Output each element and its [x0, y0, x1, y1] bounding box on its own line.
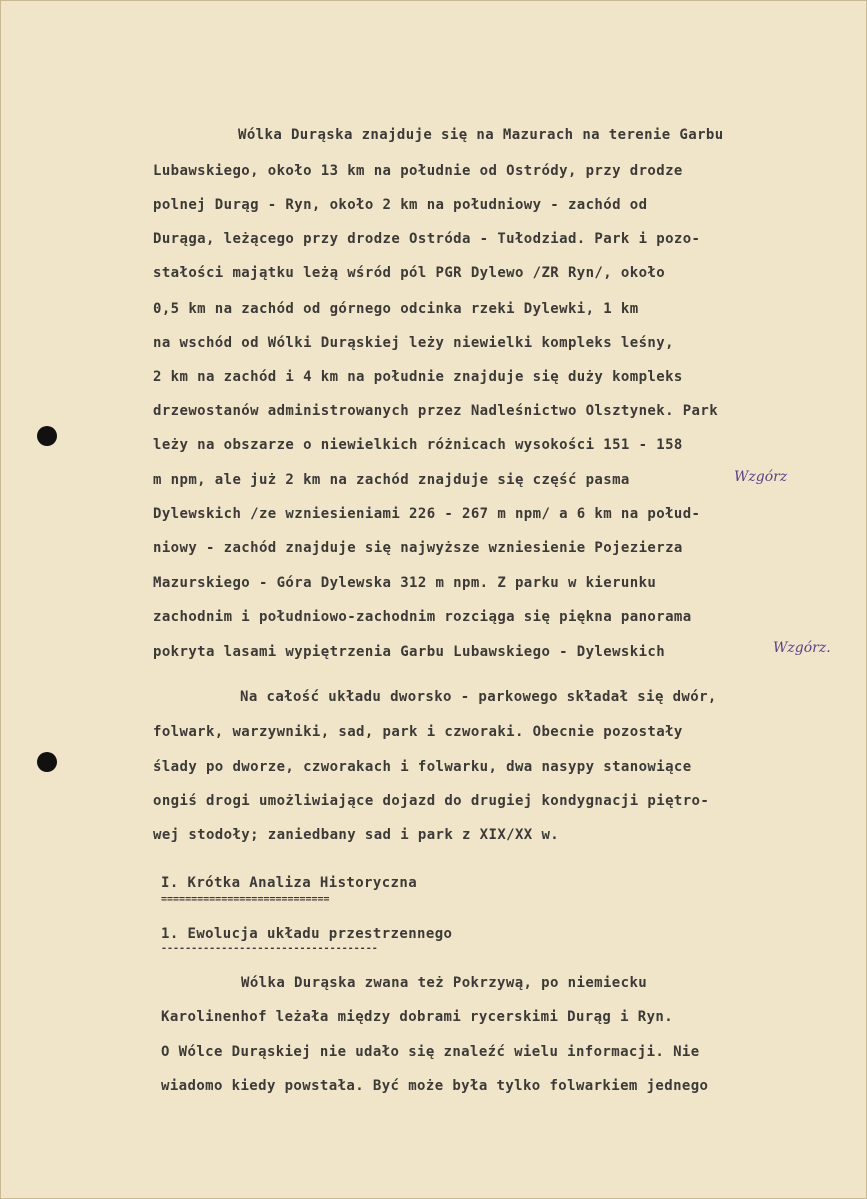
text-line: Mazurskiego - Góra Dylewska 312 m npm. Z parku w kierunku — [153, 575, 657, 591]
text-line: zachodnim i południowo-zachodnim rozciąga się piękna panorama — [153, 609, 692, 625]
heading-underline: ------------------------------------ — [161, 943, 378, 954]
text-line: leży na obszarze o niewielkich różnicach wysokości 151 - 158 — [153, 437, 683, 453]
text-line: wiadomo kiedy powstała. Być może była tylko folwarkiem jednego — [161, 1078, 709, 1094]
text-line: Wólka Durąska zwana też Pokrzywą, po niemiecku — [241, 975, 648, 991]
text-line: m npm, ale już 2 km na zachód znajduje się część pasma — [153, 472, 630, 488]
section-heading: I. Krótka Analiza Historyczna — [161, 875, 418, 891]
text-line: Lubawskiego, około 13 km na południe od Ostródy, przy drodze — [153, 163, 683, 179]
text-line: folwark, warzywniki, sad, park i czworaki. Obecnie pozostały — [153, 724, 683, 740]
handwritten-insertion: Wzgórz — [734, 469, 788, 485]
text-line: 0,5 km na zachód od górnego odcinka rzeki Dylewki, 1 km — [153, 301, 639, 317]
text-line: 2 km na zachód i 4 km na południe znajduje się duży kompleks — [153, 369, 683, 385]
handwritten-insertion: Wzgórz. — [773, 640, 831, 656]
text-line: Karolinenhof leżała między dobrami rycerskimi Durąg i Ryn. — [161, 1009, 674, 1025]
text-line: pokryta lasami wypiętrzenia Garbu Lubawskiego - Dylewskich — [153, 644, 666, 660]
text-line: polnej Durąg - Ryn, około 2 km na południowy - zachód od — [153, 197, 648, 213]
punch-hole-top — [37, 426, 57, 446]
text-line: na wschód od Wólki Durąskiej leży niewielki kompleks leśny, — [153, 335, 674, 351]
text-line: ongiś drogi umożliwiające dojazd do drugiej kondygnacji piętro- — [153, 793, 710, 809]
text-line: O Wólce Durąskiej nie udało się znaleźć wielu informacji. Nie — [161, 1044, 700, 1060]
text-line: drzewostanów administrowanych przez Nadleśnictwo Olsztynek. Park — [153, 403, 719, 419]
heading-underline: ============================ — [161, 894, 330, 905]
text-line: niowy - zachód znajduje się najwyższe wzniesienie Pojezierza — [153, 540, 683, 556]
text-line: Dylewskich /ze wzniesieniami 226 - 267 m npm/ a 6 km na połud- — [153, 506, 701, 522]
subsection-heading: 1. Ewolucja układu przestrzennego — [161, 926, 453, 942]
text-line: Na całość układu dworsko - parkowego składał się dwór, — [240, 689, 717, 705]
text-line: stałości majątku leżą wśród pól PGR Dylewo /ZR Ryn/, około — [153, 265, 666, 281]
text-line: wej stodoły; zaniedbany sad i park z XIX/XX w. — [153, 827, 560, 843]
text-line: Durąga, leżącego przy drodze Ostróda - Tułodziad. Park i pozo- — [153, 231, 701, 247]
punch-hole-bottom — [37, 752, 57, 772]
text-line: Wólka Durąska znajduje się na Mazurach na terenie Garbu — [238, 127, 724, 143]
text-line: ślady po dworze, czworakach i folwarku, dwa nasypy stanowiące — [153, 759, 692, 775]
